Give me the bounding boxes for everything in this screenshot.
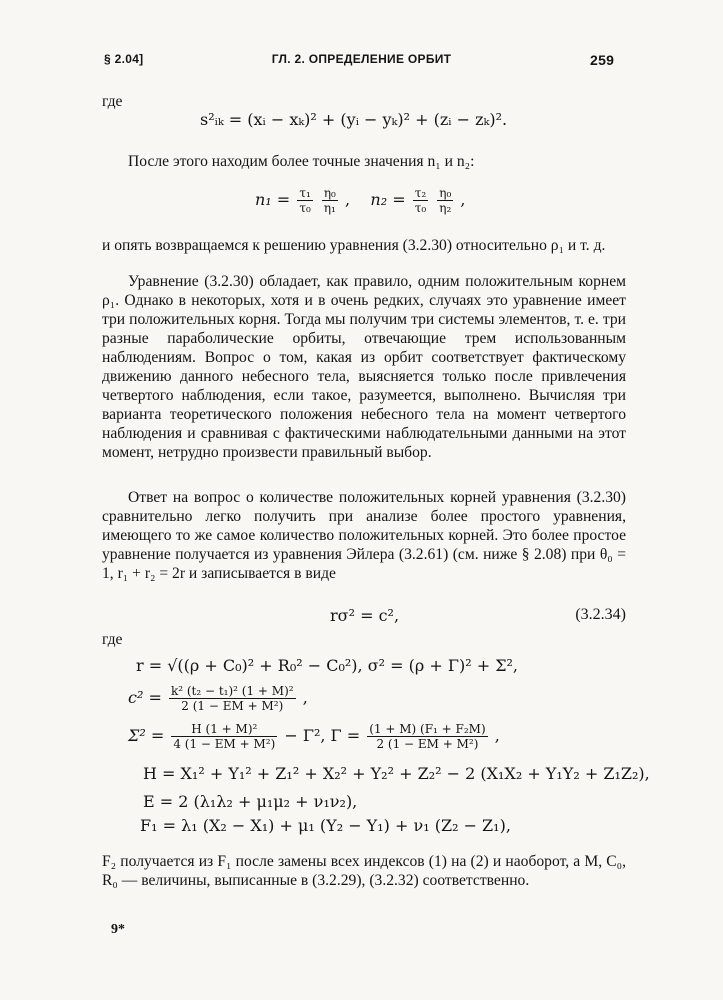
equation-r-sigma: r = √((ρ + C₀)² + R₀² − C₀²), σ² = (ρ + Γ)² + Σ², <box>136 656 519 675</box>
equation-H: H = X₁² + Y₁² + Z₁² + X₂² + Y₂² + Z₂² − 2 (X₁X₂ + Y₁Y₂ + Z₁Z₂), <box>143 764 650 783</box>
c2-fraction: $\frac{\text{k² (t₂ − t₁)² (1 + M)²}}{\text{2 (1 − EM + M²)}}$ <box>170 684 294 713</box>
paragraph-return: и опять возвращаемся к решению уравнения (3.2.30) относительно ρ₁ и т. д. <box>102 237 606 254</box>
equation-Sigma-Gamma: Σ² = $\frac{\text{H (1 + M)²}}{\text{4 (1 − EM + M²)}}$ − Γ², Γ = $\frac{\text{(1 + M) (F₁ + F₂M)}}{\text{2 (1 − EM + M²)}}$ , <box>128 722 500 751</box>
equation-F1: F₁ = λ₁ (X₂ − X₁) + μ₁ (Y₂ − Y₁) + ν₁ (Z₂ − Z₁), <box>140 816 511 835</box>
gamma-fraction: $\frac{\text{(1 + M) (F₁ + F₂M)}}{\text{2 (1 − EM + M²)}}$ <box>369 722 486 751</box>
where-label-2: где <box>102 631 123 648</box>
section-ref: § 2.04] <box>104 52 144 66</box>
equation-c2: c² = $\frac{\text{k² (t₂ − t₁)² (1 + M)²}}{\text{2 (1 − EM + M²)}}$ , <box>128 684 308 713</box>
paragraph-f2: F₂ получается из F₁ после замены всех индексов (1) на (2) и наоборот, а M, C₀, R₀ — величины, выписанные в (3.2.29), (3.2.32) соответственно. <box>102 853 626 889</box>
equation-main: rσ² = c², <box>330 606 400 625</box>
n1-label: n₁ = <box>255 190 291 209</box>
n2-label: n₂ = <box>370 190 406 209</box>
paragraph-refined-values: После этого находим более точные значения n₁ и n₂: <box>128 153 475 170</box>
n2-fraction-eta: $\frac{\text{η₀}}{\text{η₂}}$ <box>439 186 452 215</box>
signature-mark: 9* <box>111 922 125 937</box>
where-label-1: где <box>102 93 123 110</box>
n1-fraction-tau: $\frac{\text{τ₁}}{\text{τ₀}}$ <box>299 186 311 215</box>
running-title: ГЛ. 2. ОПРЕДЕЛЕНИЕ ОРБИТ <box>271 52 452 66</box>
n2-fraction-tau: $\frac{\text{τ₂}}{\text{τ₀}}$ <box>414 186 427 215</box>
paragraph-answer: Ответ на вопрос о количестве положительных корней уравнения (3.2.30) сравнительно легко получить при анализе более простого уравнения, имеющего то же самое количество положительных корней. Это более простое уравнение получается из уравнения Эйлера (3.2.61) (см. ниже § 2.08) при θ₀ = 1, r₁ + r₂ = 2r и записывается в виде <box>102 489 626 582</box>
equation-number: (3.2.34) <box>575 606 626 623</box>
equation-E: E = 2 (λ₁λ₂ + μ₁μ₂ + ν₁ν₂), <box>143 792 358 811</box>
sigma-fraction: $\frac{\text{H (1 + M)²}}{\text{4 (1 − EM + M²)}}$ <box>173 722 276 751</box>
paragraph-equation-roots: Уравнение (3.2.30) обладает, как правило, одним положительным корнем ρ₁. Однако в некоторых, хотя и в очень редких, случаях это уравнение имеет три положительных корня. Тогда мы получим три системы элементов, т. е. три разные параболические орбиты, отвечающие трем использованным наблюдениям. Вопрос о том, какая из орбит соответствует фактическому движению данного небесного тела, выясняется только после привлечения четвертого наблюдения, если такое, разумеется, выполнено. Вычисляя три варианта теоретического положения небесного тела на момент четвертого наблюдения и сравнивая с фактическими наблюдательными данными на этот момент, нетрудно произвести правильный выбор. <box>102 273 626 461</box>
n1-fraction-eta: $\frac{\text{η₀}}{\text{η₁}}$ <box>323 186 336 215</box>
equation-n1-n2: n₁ = $\frac{\text{τ₁}}{\text{τ₀}}$ $\frac{\text{η₀}}{\text{η₁}}$ , n₂ = $\frac{\text{τ₂}}{\text{τ₀}}$ $\frac{\text{η₀}}{\text{η₂}}$ , <box>255 186 466 215</box>
page-number: 259 <box>590 52 615 68</box>
equation-sik: s²ᵢₖ = (xᵢ − xₖ)² + (yᵢ − yₖ)² + (zᵢ − zₖ)². <box>200 110 508 129</box>
